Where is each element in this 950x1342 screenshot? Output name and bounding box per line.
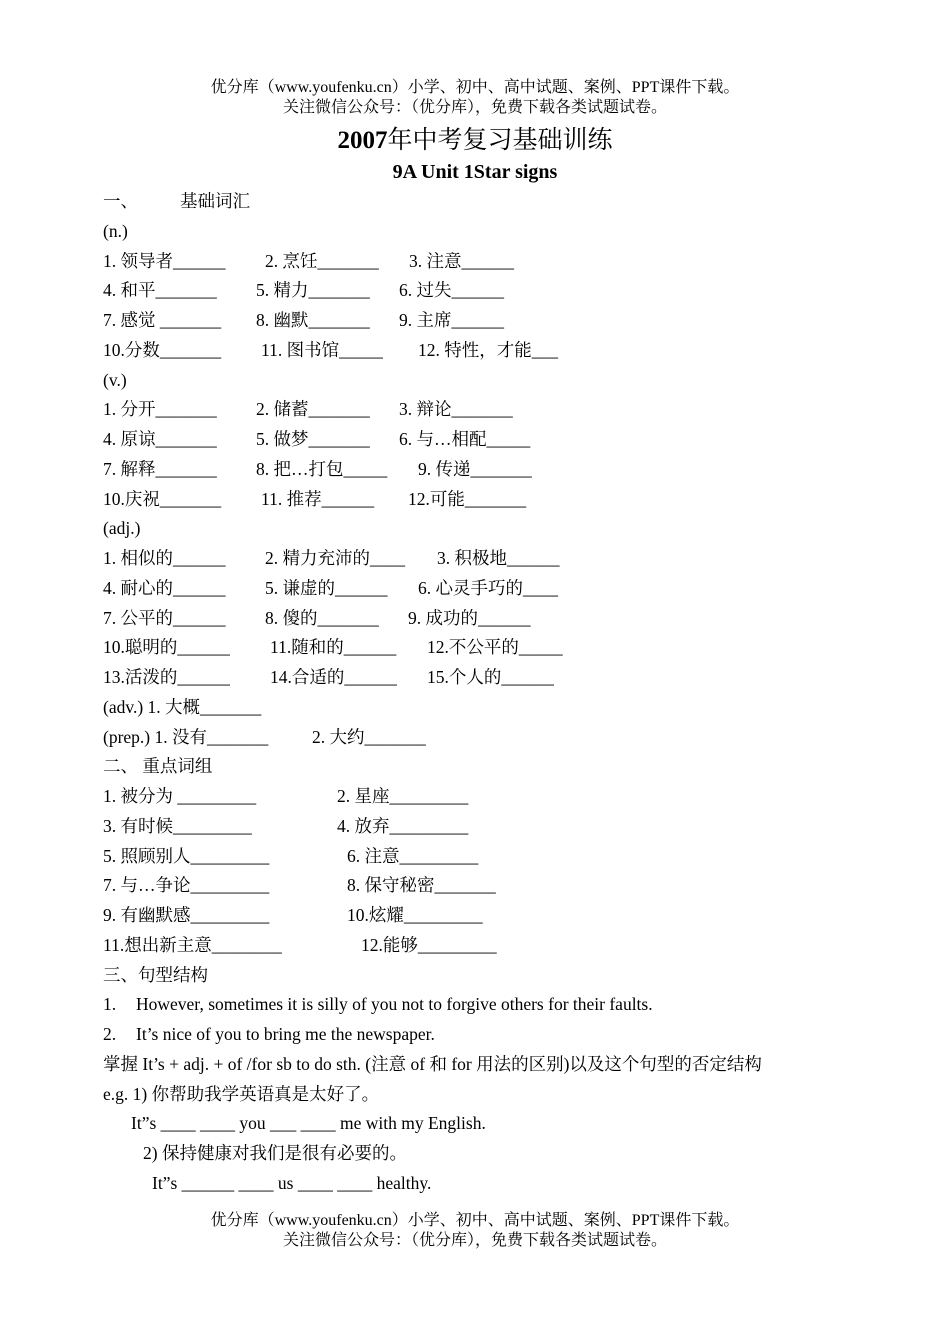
prep-line [103, 723, 863, 753]
adj-row [103, 604, 863, 634]
verb-label: (v.) [103, 369, 127, 390]
vocab-item: 12. 特性，才能___ [418, 339, 558, 360]
vocab-item: 10.庆祝_______ [103, 488, 222, 509]
phrase-row [103, 931, 863, 961]
adj-label: (adj.) [103, 518, 141, 539]
phrase-item: 11.想出新主意________ [103, 934, 282, 955]
section-1-heading [103, 187, 863, 217]
vocab-item: 8. 傻的_______ [265, 607, 379, 628]
phrase-item: 10.炫耀_________ [347, 905, 483, 925]
vocab-item: 10.分数_______ [103, 339, 222, 360]
phrase-item: 3. 有时候_________ [103, 815, 252, 836]
phrase-item: 2. 星座_________ [337, 786, 469, 806]
sentence-text: It’s nice of you to bring me the newspaper. [136, 1024, 435, 1044]
vocab-item: 7. 公平的______ [103, 607, 226, 628]
phrase-item: 8. 保守秘密_______ [347, 875, 496, 896]
vocab-item: 11. 图书馆_____ [261, 339, 383, 360]
vocab-item: 2. 大约_______ [312, 726, 426, 747]
noun-row [103, 247, 863, 277]
section-1-number: 一、 [103, 191, 138, 211]
vocab-item: 9. 成功的______ [408, 607, 531, 628]
example-2-answer: It”s ______ ____ us ____ ____ healthy. [152, 1172, 432, 1193]
phrase-item: 7. 与…争论_________ [103, 875, 270, 896]
vocab-item: 7. 感觉 _______ [103, 310, 222, 330]
sentence-item [103, 1020, 863, 1050]
vocab-item: 8. 把…打包_____ [256, 458, 388, 479]
exercise-content [103, 187, 863, 1199]
vocab-item: 7. 解释_______ [103, 458, 217, 479]
sentence-number: 2. [103, 1024, 117, 1044]
phrase-item: 4. 放弃_________ [337, 815, 469, 836]
verb-row [103, 455, 863, 485]
noun-label: (n.) [103, 220, 128, 241]
phrase-row [103, 901, 863, 931]
sentence-item [103, 990, 863, 1020]
document-subtitle: 9A Unit 1Star signs [392, 161, 558, 183]
vocab-item: 5. 精力_______ [256, 280, 370, 301]
vocab-item: 14.合适的______ [270, 667, 397, 687]
noun-row [103, 306, 863, 336]
noun-row [103, 276, 863, 306]
phrase-item: 5. 照顾别人_________ [103, 845, 270, 866]
vocab-item: 12.不公平的_____ [427, 637, 563, 658]
vocab-item: 6. 与…相配_____ [399, 429, 531, 449]
vocab-item: 3. 积极地______ [437, 548, 560, 568]
vocab-item: 4. 和平_______ [103, 280, 217, 301]
adj-row [103, 544, 863, 574]
vocab-item: 6. 心灵手巧的____ [418, 577, 558, 598]
vocab-item: 3. 注意______ [409, 250, 514, 271]
vocab-item: 4. 耐心的______ [103, 577, 226, 598]
phrase-row [103, 871, 863, 901]
verb-row [103, 395, 863, 425]
section-1-title: 基础词汇 [180, 191, 250, 211]
vocab-item: 2. 储蓄_______ [256, 399, 370, 420]
page-header-line-2: 关注微信公众号：（优分库），免费下载各类试题试卷。 [282, 99, 667, 116]
vocab-item: (prep.) 1. 没有_______ [103, 726, 269, 747]
vocab-item: 1. 领导者______ [103, 250, 226, 271]
vocab-item: 9. 传递_______ [418, 458, 532, 479]
adv-line: (adv.) 1. 大概_______ [103, 696, 262, 717]
page-footer-line-2: 关注微信公众号：（优分库），免费下载各类试题试卷。 [282, 1232, 667, 1249]
vocab-item: 9. 主席______ [399, 310, 504, 330]
phrase-row [103, 812, 863, 842]
title-text: 年中考复习基础训练 [387, 127, 613, 154]
vocab-item: 3. 辩论_______ [399, 399, 513, 420]
vocab-item: 6. 过失______ [399, 280, 504, 301]
phrase-row [103, 782, 863, 812]
title-year: 2007 [337, 127, 388, 154]
example-1-answer: It”s ____ ____ you ___ ____ me with my English. [131, 1113, 486, 1134]
phrase-item: 1. 被分为 _________ [103, 786, 257, 806]
noun-row [103, 336, 863, 366]
adj-row [103, 574, 863, 604]
sentence-number: 1. [103, 994, 117, 1015]
page-footer-line-1: 优分库（www.youfenku.cn）小学、初中、高中试题、案例、PPT课件下载。 [210, 1212, 740, 1229]
vocab-item: 2. 烹饪_______ [265, 250, 379, 271]
verb-row [103, 425, 863, 455]
vocab-item: 10.聪明的______ [103, 637, 230, 658]
section-3-heading: 三、句型结构 [103, 964, 208, 985]
example-2-prompt: 2) 保持健康对我们是很有必要的。 [143, 1143, 407, 1163]
phrase-item: 9. 有幽默感_________ [103, 905, 270, 925]
vocab-item: 1. 相似的______ [103, 548, 226, 568]
example-1-prompt: e.g. 1) 你帮助我学英语真是太好了。 [103, 1083, 380, 1104]
phrase-item: 12.能够_________ [361, 934, 497, 955]
vocab-item: 1. 分开_______ [103, 399, 217, 420]
section-2-heading: 二、 重点词组 [103, 756, 213, 777]
adj-row [103, 663, 863, 693]
vocab-item: 2. 精力充沛的____ [265, 548, 405, 568]
phrase-row [103, 842, 863, 872]
vocab-item: 4. 原谅_______ [103, 429, 217, 449]
vocab-item: 8. 幽默_______ [256, 310, 370, 330]
vocab-item: 5. 做梦_______ [256, 429, 370, 449]
verb-row [103, 485, 863, 515]
vocab-item: 11. 推荐______ [261, 488, 375, 509]
document-title [0, 124, 950, 158]
grammar-note: 掌握 It’s + adj. + of /for sb to do sth. (注意 of 和 for 用法的区别)以及这个句型的否定结构 [103, 1053, 762, 1074]
sentence-text: However, sometimes it is silly of you not to forgive others for their faults. [136, 994, 653, 1015]
adj-row [103, 633, 863, 663]
vocab-item: 15.个人的______ [427, 667, 554, 687]
vocab-item: 11.随和的______ [270, 637, 397, 658]
page-header-line-1: 优分库（www.youfenku.cn）小学、初中、高中试题、案例、PPT课件下载。 [210, 79, 740, 96]
vocab-item: 12.可能_______ [408, 488, 527, 509]
phrase-item: 6. 注意_________ [347, 845, 479, 866]
vocab-item: 5. 谦虚的______ [265, 577, 388, 598]
vocab-item: 13.活泼的______ [103, 667, 230, 687]
